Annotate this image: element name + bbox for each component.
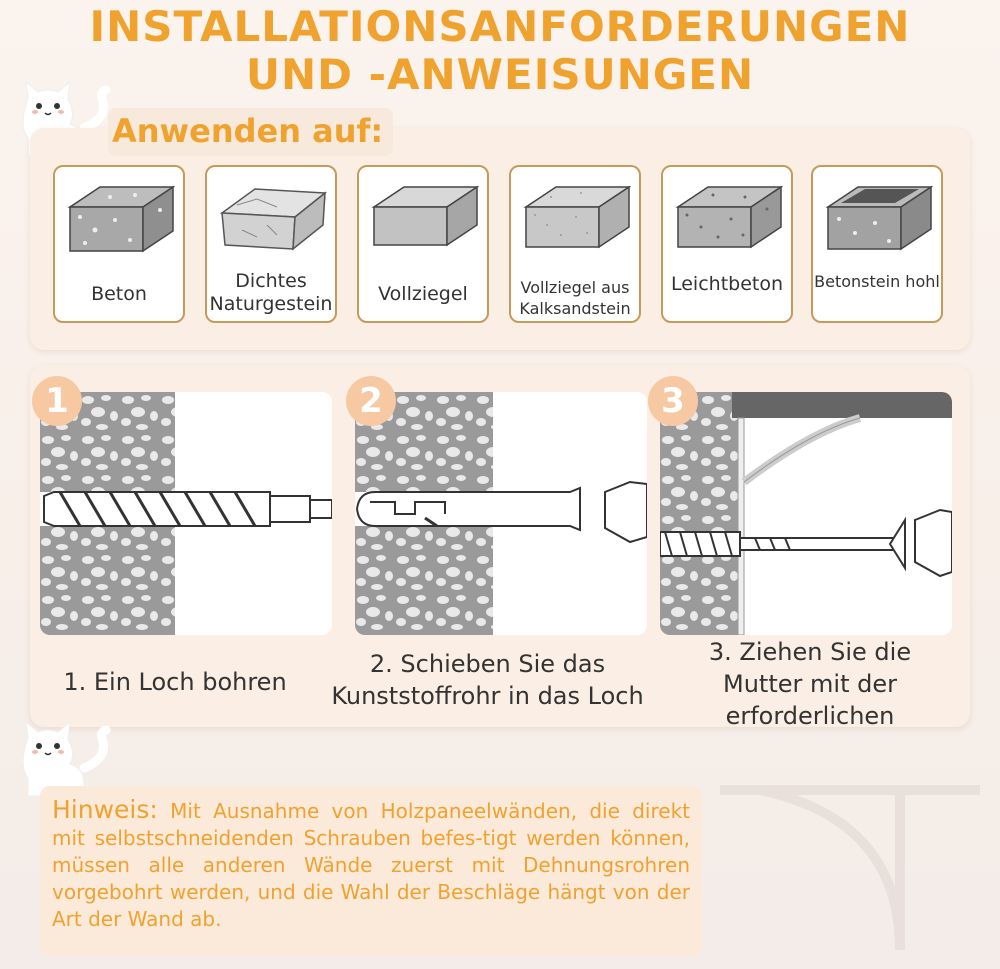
sand-lime-brick-icon	[521, 185, 631, 255]
material-card-betonstein-hohl	[811, 165, 943, 323]
note-box	[40, 786, 702, 956]
page-title-line1: INSTALLATIONSANFORDERUNGEN	[89, 2, 911, 51]
material-label: Vollziegel	[378, 283, 468, 305]
step-3-image	[660, 392, 952, 635]
step-1-image	[40, 392, 332, 635]
drill-bit-icon	[44, 492, 332, 526]
step-1-badge: 1	[32, 376, 82, 426]
step-2-image	[355, 392, 647, 635]
concrete-block-icon	[65, 185, 175, 255]
step-2-badge: 2	[346, 376, 396, 426]
material-label: Betonstein hohl	[814, 272, 940, 291]
material-card-kalksandstein	[509, 165, 641, 323]
wall-plug-icon	[357, 488, 580, 530]
note-body: Mit Ausnahme von Holzpaneelwänden, die direkt mit selbstschneidenden Schrauben befes-tigt werden können, müssen alle anderen Wände zuerst mit Dehnungsrohren vorgebohrt werden, und die Wahl der Beschläge hängt von der Art der Wand ab.	[52, 799, 690, 931]
shelf-bracket-icon	[732, 392, 952, 635]
material-label: Leichtbeton	[670, 273, 784, 295]
material-card-leichtbeton	[661, 165, 793, 323]
step-1-text: 1. Ein Loch bohren	[63, 668, 287, 696]
lightweight-concrete-icon	[673, 185, 783, 255]
note-lead: Hinweis:	[52, 795, 158, 824]
shelf-bracket-icon	[700, 760, 1000, 960]
natural-stone-icon	[217, 185, 327, 255]
step-2-text: 2. Schieben Sie das Kunststoffrohr in das Loch	[331, 650, 644, 710]
materials-heading: Anwenden auf:	[108, 108, 393, 156]
hollow-block-icon	[823, 185, 933, 255]
material-card-naturgestein	[205, 165, 337, 323]
material-card-beton	[53, 165, 185, 323]
solid-brick-icon	[369, 185, 479, 255]
step-3-text: 3. Ziehen Sie die Mutter mit der erforderlichen	[708, 638, 912, 730]
material-label: Dichtes Naturgestein	[209, 270, 333, 315]
material-label: Beton	[91, 283, 147, 305]
page-title-line2: UND -ANWEISUNGEN	[245, 50, 755, 99]
material-label: Vollziegel aus Kalksandstein	[519, 278, 631, 318]
step-3-badge: 3	[648, 376, 698, 426]
material-card-vollziegel	[357, 165, 489, 323]
